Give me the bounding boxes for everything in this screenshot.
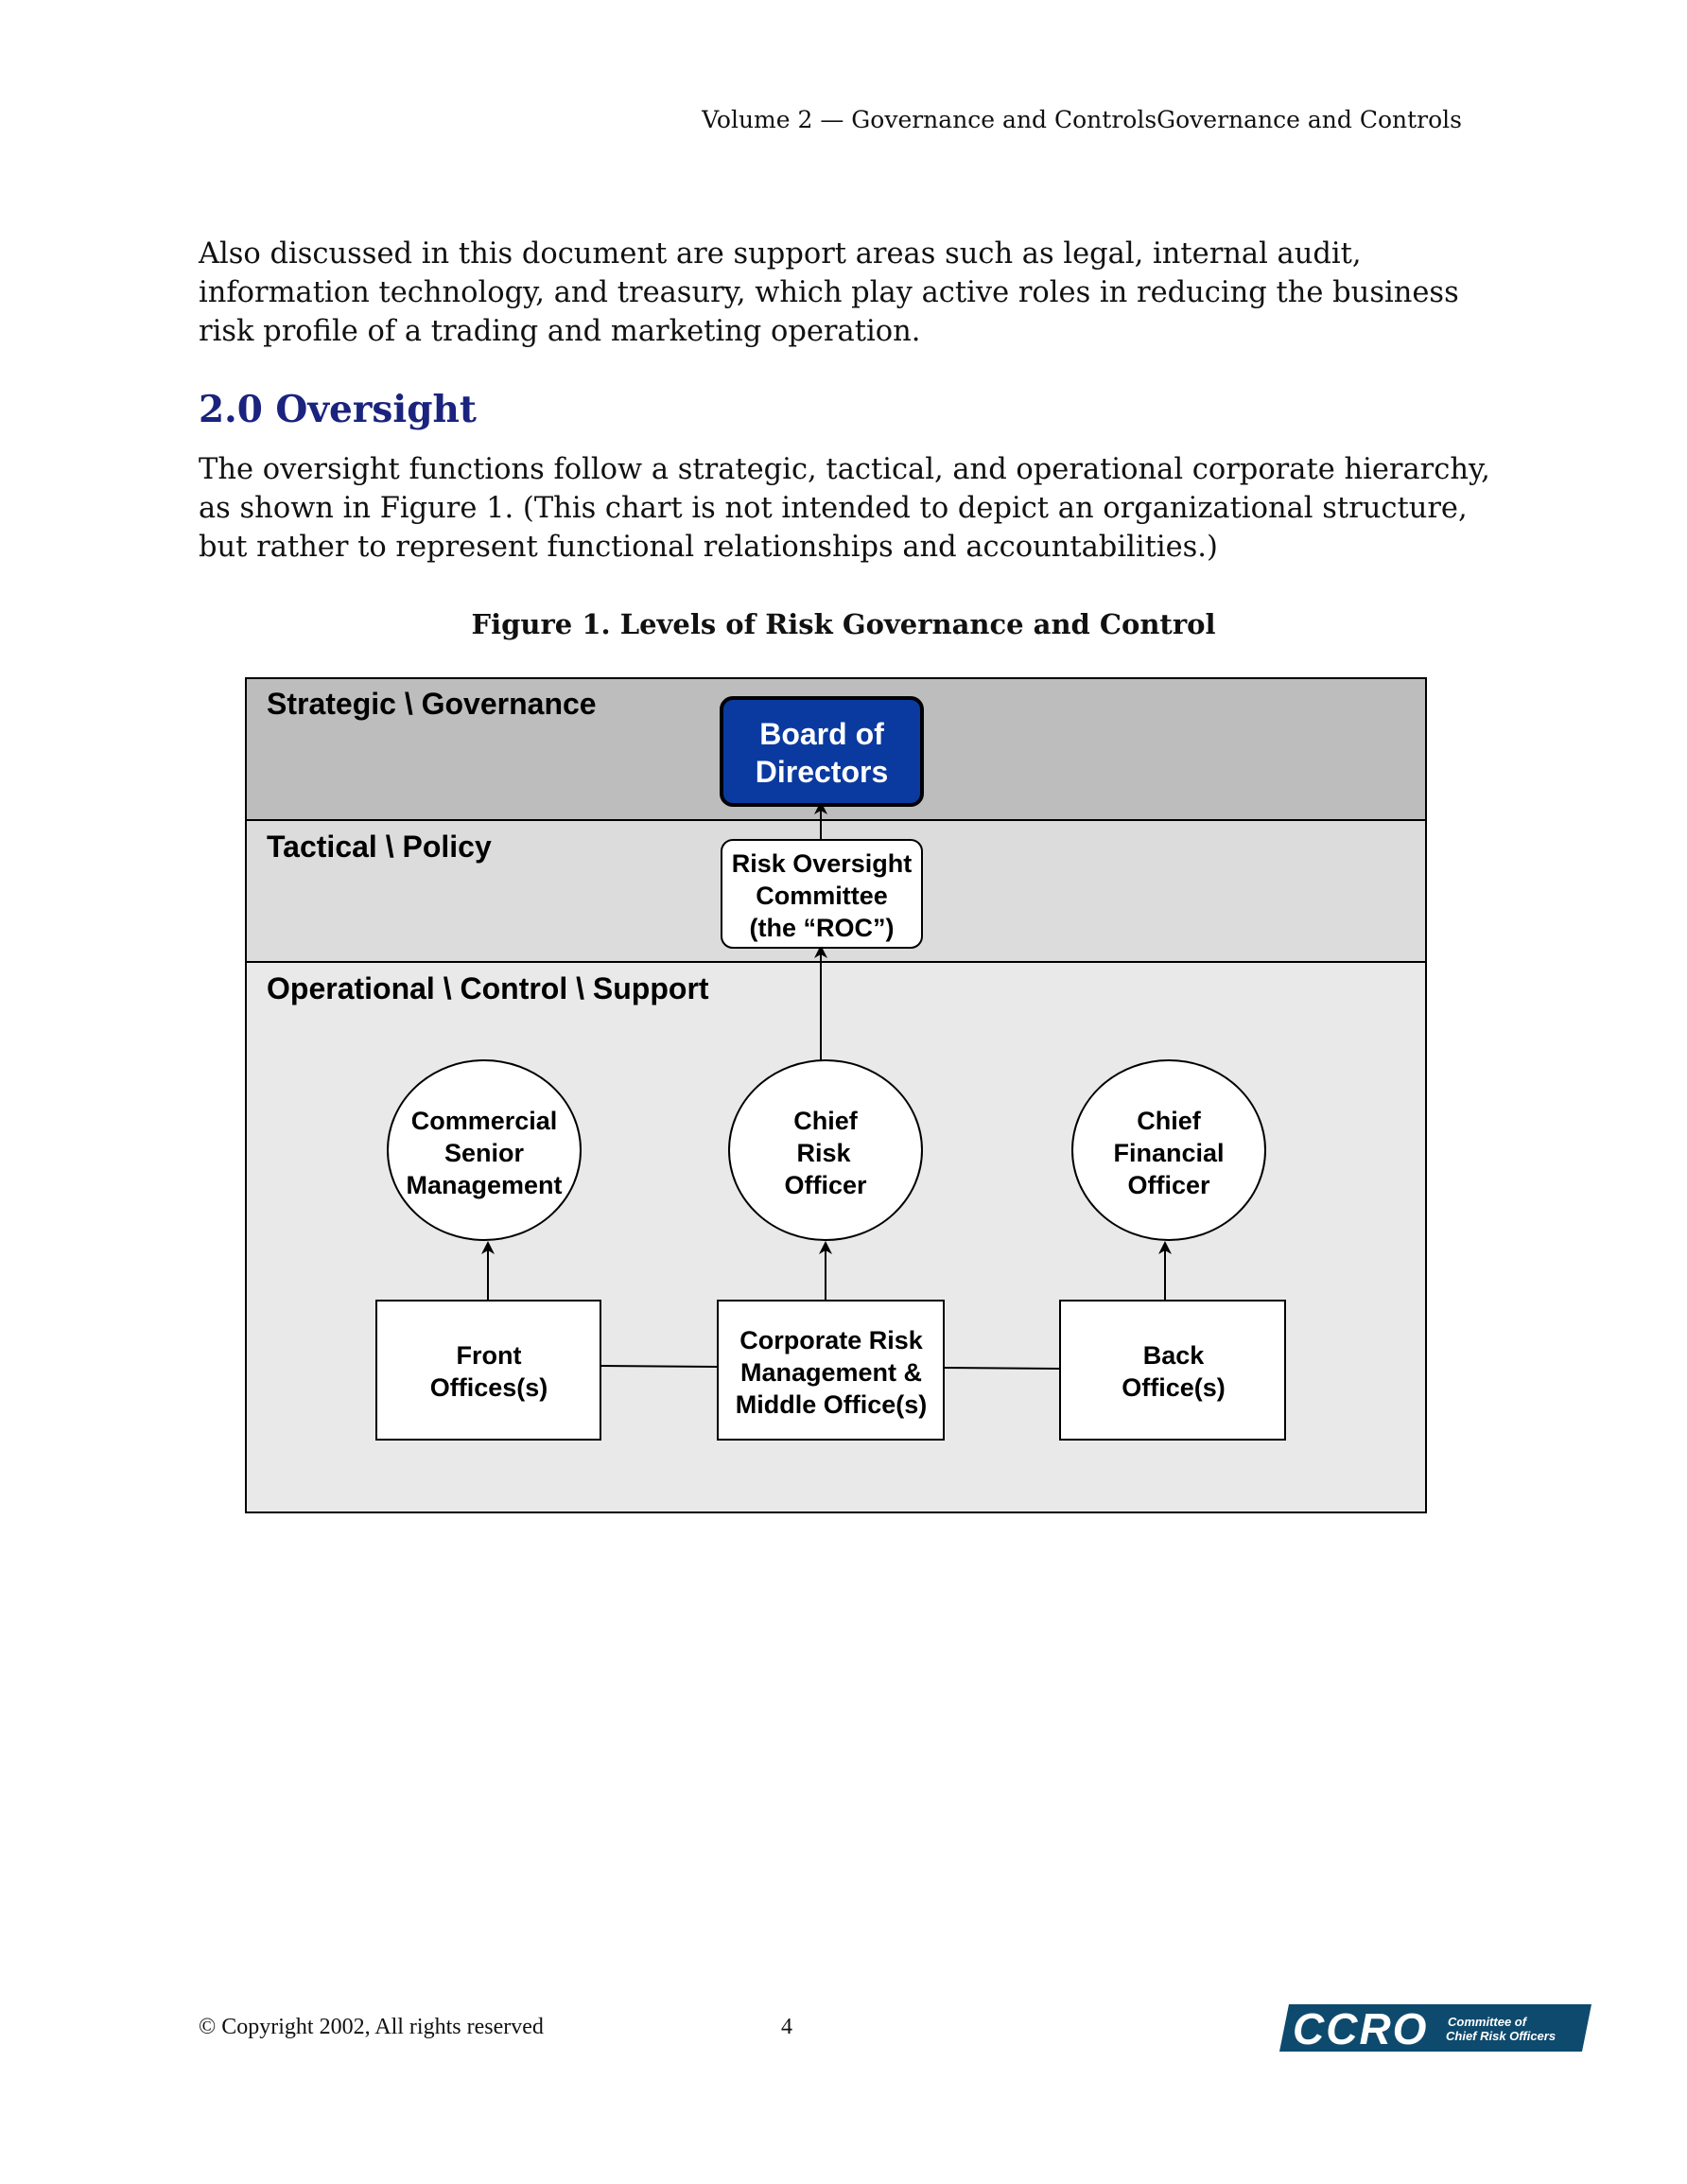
intro-paragraph: Also discussed in this document are support areas such as legal, internal audit, information technology, and treasury, which play active roles in reducing the business risk profile of a trading and marketing operation.: [199, 237, 1459, 348]
middle-line-3: Middle Office(s): [735, 1390, 928, 1419]
running-header: Volume 2 — Governance and ControlsGovernance and Controls: [702, 106, 1462, 133]
front-offices-box: [376, 1301, 600, 1440]
front-middle-connector: [600, 1366, 718, 1367]
front-line-1: Front: [456, 1341, 522, 1370]
commercial-line-3: Management: [406, 1171, 563, 1199]
middle-back-connector: [944, 1368, 1060, 1369]
cro-line-3: Officer: [784, 1171, 867, 1199]
front-line-2: Offices(s): [429, 1373, 548, 1402]
risk-governance-diagram: [245, 677, 1427, 1514]
strategic-label: Strategic \ Governance: [267, 687, 597, 721]
back-offices-box: [1060, 1301, 1285, 1440]
section-paragraph: The oversight functions follow a strategic, tactical, and operational corporate hierarchy, as shown in Figure 1. (This chart is not intended to depict an organizational structure, but rather to represent functional relationships and accountabilities.): [199, 453, 1490, 564]
commercial-line-1: Commercial: [410, 1107, 558, 1135]
cro-line-1: Chief: [793, 1107, 858, 1135]
cfo-line-3: Officer: [1127, 1171, 1210, 1199]
logo-line-2: Chief Risk Officers: [1446, 2029, 1557, 2043]
back-line-1: Back: [1142, 1341, 1205, 1370]
tactical-label: Tactical \ Policy: [267, 830, 492, 864]
operational-label: Operational \ Control \ Support: [267, 971, 709, 1005]
roc-line-3: (the “ROC”): [749, 914, 895, 942]
board-line-1: Board of: [759, 717, 884, 751]
section-heading: 2.0 Oversight: [199, 388, 477, 431]
back-line-2: Office(s): [1122, 1373, 1226, 1402]
commercial-line-2: Senior: [443, 1139, 525, 1167]
cfo-line-1: Chief: [1137, 1107, 1201, 1135]
logo-mark: CCRO: [1293, 2004, 1429, 2053]
board-line-2: Directors: [755, 755, 889, 789]
copyright-notice: © Copyright 2002, All rights reserved: [199, 2015, 544, 2039]
roc-line-1: Risk Oversight: [731, 849, 913, 878]
roc-line-2: Committee: [756, 882, 888, 910]
page-number: 4: [781, 2015, 792, 2039]
cfo-line-2: Financial: [1113, 1139, 1225, 1167]
figure-caption: Figure 1. Levels of Risk Governance and Control: [471, 608, 1216, 640]
middle-line-2: Management &: [739, 1358, 923, 1387]
middle-line-1: Corporate Risk: [739, 1326, 923, 1354]
cro-line-2: Risk: [796, 1139, 851, 1167]
board-of-directors-box: [722, 698, 922, 805]
ccro-logo: [1279, 2002, 1591, 2053]
logo-line-1: Committee of: [1448, 2015, 1527, 2029]
